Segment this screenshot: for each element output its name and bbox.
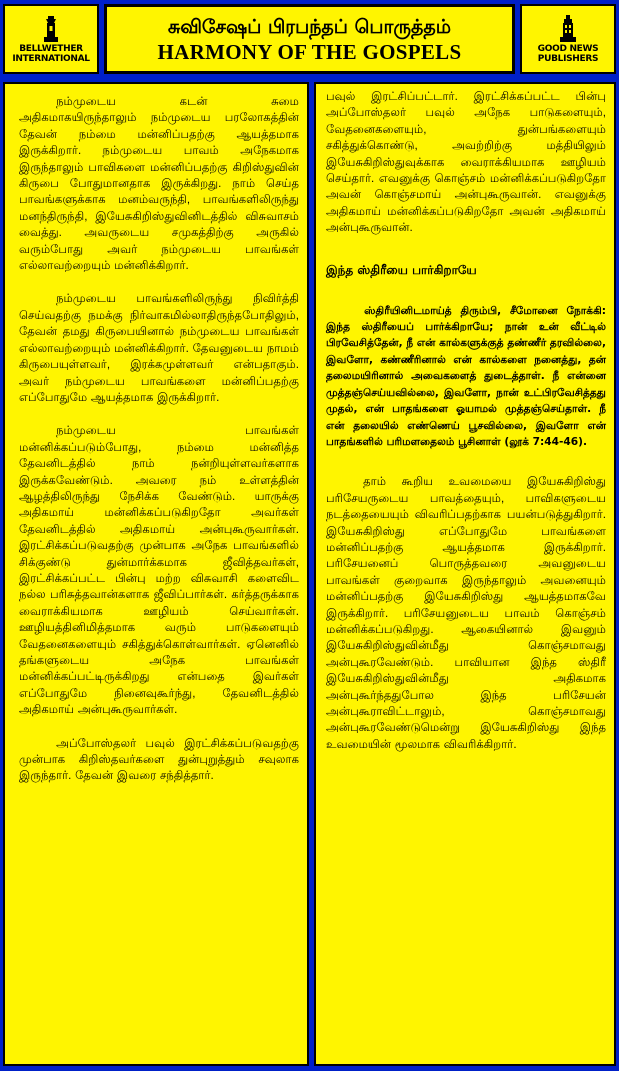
good-news-logo — [520, 4, 616, 74]
title-english: HARMONY OF THE GOSPELS — [157, 40, 462, 64]
logo-left-line2: INTERNATIONAL — [12, 54, 90, 64]
paragraph: நம்முடைய பாவங்களிலிருந்து நிவிர்த்தி செய்வதற்கு நமக்கு நிர்வாகமில்லாதிருந்தபோதிலும், தேவன் தமது கிருபையினால் நம்முடைய பாவங்கள் எல்லாவற்றையும் மன்னிக்கிறார். தேவனுடைய நாமம் கிருபையுள்ளவர், இரக்கமுள்ளவர் என்பதாகும். அவர் நம்முடைய பாவங்களை மன்னிப்பதற்கு எப்போதுமே ஆயத்தமாக இருக்கிறார். — [19, 292, 299, 404]
title-box — [104, 4, 515, 74]
logo-left-line1: BELLWETHER — [19, 44, 83, 54]
left-column — [3, 82, 309, 1066]
right-column — [314, 82, 616, 1066]
paragraph: அப்போஸ்தலர் பவுல் இரட்சிக்கப்படுவதற்கு முன்பாக கிறிஸ்தவர்களை துன்புறுத்தும் சவுலாக இருந்தார். தேவன் இவரை சந்தித்தார். — [19, 736, 299, 783]
paragraph: நம்முடைய கடன் சுமை அதிகமாகயிருந்தாலும் நம்முடைய பரலோகத்தின் தேவன் நம்மை மன்னிப்பதற்கு ஆயத்தமாக இருக்கிறார். நம்முடைய பாவம் அநேகமாக இருந்தாலும் பாவிகளை மன்னிப்பதற்கு கிறிஸ்துவின் கிருபை போதுமானதாக இருக்கிறது. நாம் செய்த பாவங்களுக்காக மனம்வருந்தி, பாவங்களிலிருந்து மனந்திருந்தி, இயேசுகிறிஸ்துவினிடத்தில் விசுவாசம் வைத்து. அவருடைய சமுகத்திற்கு அருகில் வரும்போது அவர் நம்முடைய பாவங்கள் எல்லாவற்றையும் மன்னிக்கிறார். — [19, 95, 299, 273]
bell-tower-icon — [36, 14, 66, 44]
bellwether-logo — [3, 4, 99, 74]
section-heading: இந்த ஸ்திரீயை பார்கிறாயே — [326, 262, 477, 277]
paragraph: நம்முடைய பாவங்கள் மன்னிக்கப்படும்போது, நம்மை மன்னித்த தேவனிடத்தில் நாம் நன்றியுள்ளவர்களாக இருக்கவேண்டும். அவரை நம் உள்ளத்தின் ஆழத்திலிருந்து நேசிக்க வேண்டும். யாருக்கு அதிகமாய் மன்னிக்கப்படுகிறதோ அவர்கள் தேவனிடத்தில் அதிகமாய் அன்புகூருவார்கள். இரட்சிக்கப்படுவதற்கு முன்பாக அநேக பாவங்களில் சிக்குண்டு துன்மார்க்கமாக ஜீவித்தவர்கள், இரட்சிக்கப்பட்ட பின்பு மற்ற விசுவாசி களைவிட நல்ல பரிசுத்தவான்களாக ஜீவிப்பார்கள். கர்த்தருக்காக வைராக்கியமாக ஊழியம் செய்வார்கள். ஊழியத்தினிமித்தமாக வரும் பாடுகளையும் வேதனைகளையும் சகித்துக்கொள்வார்கள். ஏனெனில் தங்களுடைய அநேக பாவங்கள் மன்னிக்கப்பட்டிருக்கிறது என்பதை இவர்கள் எப்போதுமே நினைவுகூர்ந்து, தேவனிடத்தில் அதிகமாய் அன்புகூருவார்கள். — [19, 424, 299, 717]
tower-icon — [553, 14, 583, 44]
logo-right-line2: PUBLISHERS — [537, 54, 599, 64]
paragraph-continued: பவுல் இரட்சிப்பட்டார். இரட்சிக்கப்பட்ட பின்பு அப்போஸ்தலர் பவுல் அநேக பாடுகளையும், வேதனைகளையும், துன்பங்களையும் சகித்துக்கொண்டு, அவற்றிற்கு மத்தியிலும் இயேசுகிறிஸ்துவுக்காக வைராக்கியமாக ஊழியம் செய்தார். எவனுக்கு கொஞ்சம் மன்னிக்கப்படுகிறதோ அவன் கொஞ்சமாய் அன்புகூருவான். எவனுக்கு அதிகமாய் மன்னிக்கப்படுகிறதோ அவன் அதிகமாய் அன்புகூருவான். — [326, 90, 606, 235]
scripture-quote: ஸ்திரீயினிடமாய்த் திரும்பி, சீமோனை நோக்கி: இந்த ஸ்திரீயைப் பார்க்கிறாயே; நான் உன் வீட்டில் பிரவேசித்தேன், நீ என் கால்களுக்குத் தண்ணீர் தரவில்லை, இவளோ, கண்ணீரினால் என் கால்களை நனைத்து, தன் தலைமயிரினால் அவைகளைத் துடைத்தாள். நீ என்னை முத்தஞ்செய்யவில்லை, இவளோ, நான் உட்பிரவேசித்தது முதல், என் பாதங்களை ஓயாமல் முத்தஞ்செய்தாள். நீ என் தலையில் எண்ணெய் பூசவில்லை, இவளோ என் பாதங்களில் பரிமளதைலம் பூசினாள் (லூக் 7:44-46). — [326, 304, 606, 448]
paragraph: தாம் கூறிய உவமையை இயேசுகிறிஸ்து பரிசேயருடைய பாவத்தையும், பாவிகளுடைய நடத்தையையும் விவரிப்பதற்காக பயன்படுத்துகிறார். இயேசுகிறிஸ்து எப்போதுமே பாவங்களை மன்னிப்பதற்கு ஆயத்தமாக இருக்கிறார். பரிசேயனைப் பொருத்தவரை அவனுடைய பாவங்கள் குறைவாக இருந்தாலும் அவனையும் மன்னிப்பதற்கு இயேசுகிறிஸ்து ஆயத்தமாகவே இருக்கிறார். பரிசேயனுடைய பாவம் கொஞ்சம் மன்னிக்கப்படுகிறது. ஆகையினால் இவனும் இயேசுகிறிஸ்துவின்மீது கொஞ்சமாவது அன்புகூரவேண்டும். பாவியான இந்த ஸ்திரீ இயேசுகிறிஸ்துவின்மீது அதிகமாக அன்புகூர்ந்ததுபோல இந்த பரிசேயன் அன்புகூராவிட்டாலும், கொஞ்சமாவது அன்புகூரவேண்டுமென்று இயேசுகிறிஸ்து இந்த உவமையின் மூலமாக விவரிக்கிறார். — [326, 475, 606, 751]
title-tamil: சுவிசேஷப் பிரபந்தப் பொருத்தம் — [167, 16, 452, 38]
logo-right-line1: GOOD NEWS — [537, 44, 599, 54]
